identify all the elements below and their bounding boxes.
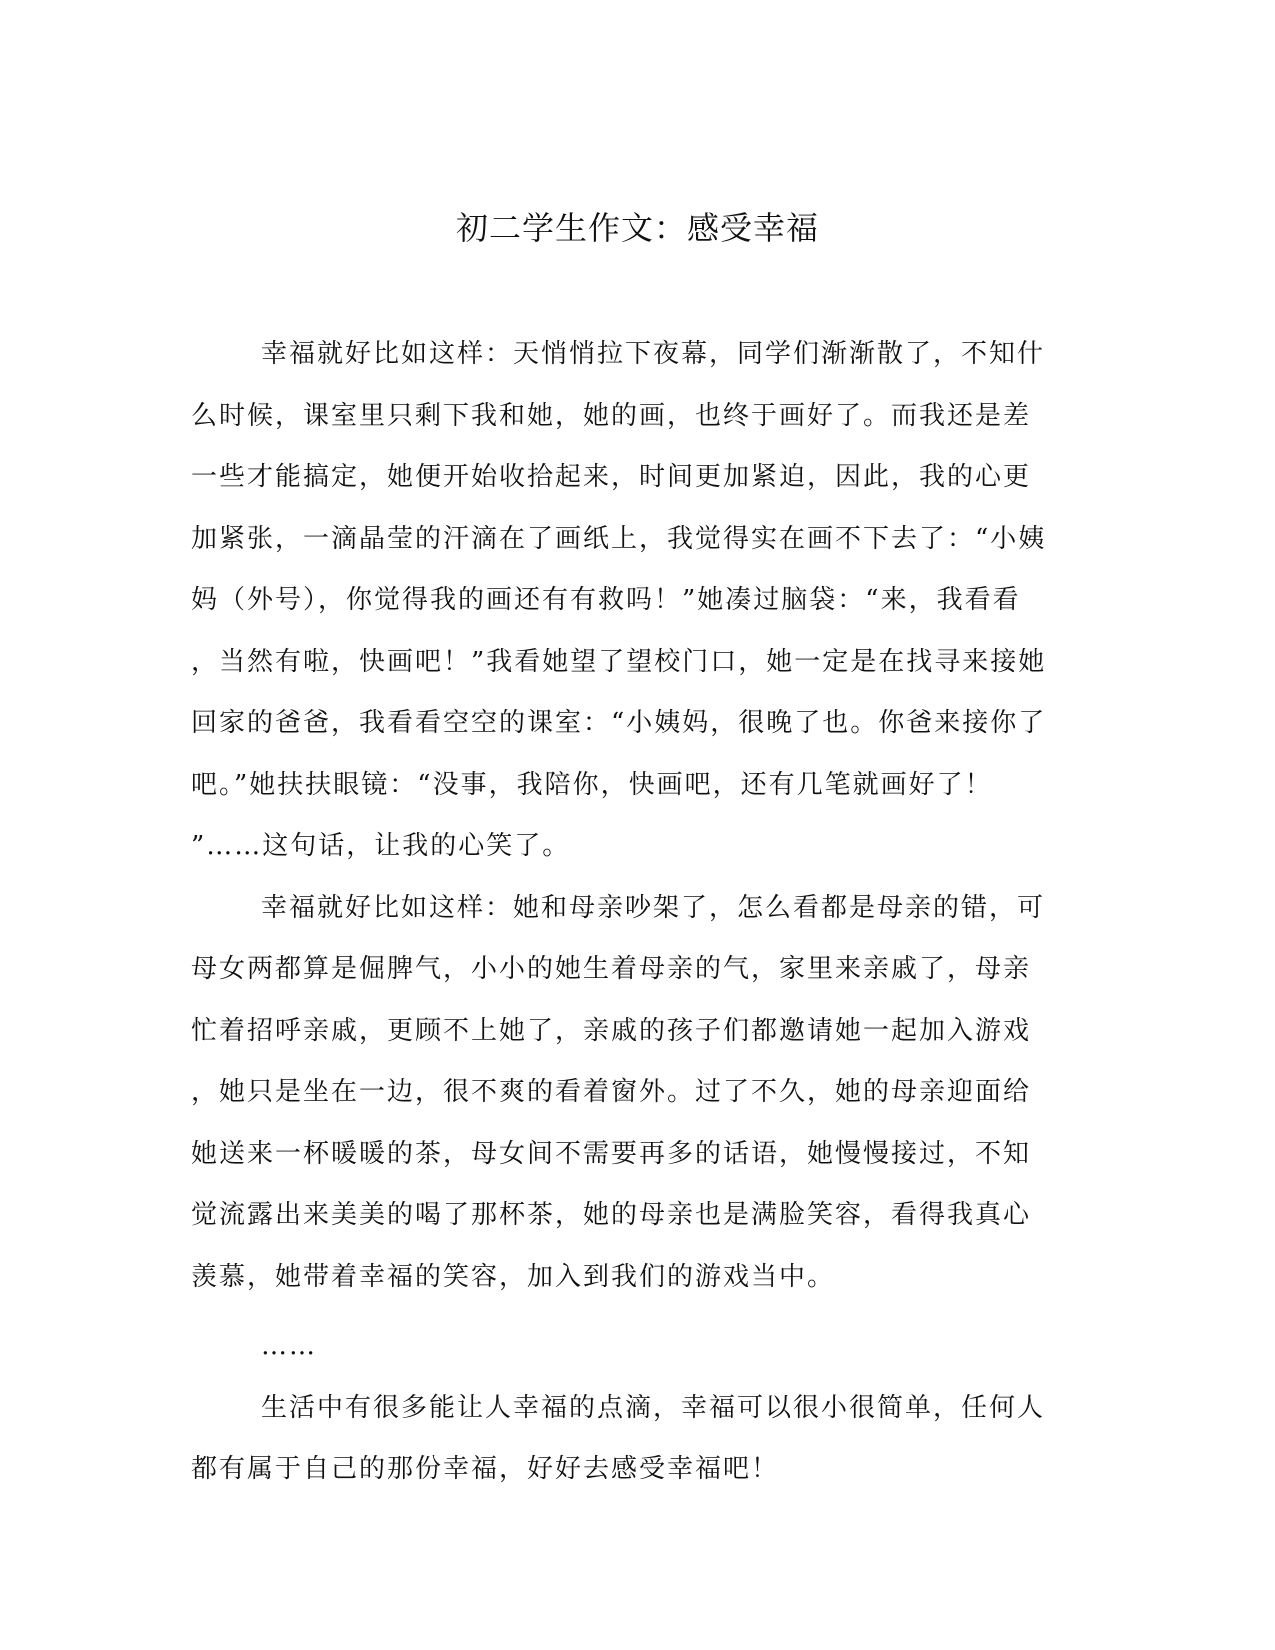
paragraph-line: ”……这句话，让我的心笑了。 [191,831,571,861]
paragraph-line: 么时候，课室里只剩下我和她，她的画，也终于画好了。而我还是差 [191,400,1032,431]
paragraph-line: …… [261,1331,317,1361]
paragraph-line: 一些才能搞定，她便开始收拾起来，时间更加紧迫，因此，我的心更 [191,462,1032,492]
paragraph-gap [191,1308,1086,1316]
paragraph-line: 母女两都算是倔脾气，小小的她生着母亲的气，家里来亲戚了，母亲 [191,954,1032,984]
paragraph-line: ，当然有啦，快画吧！”我看她望了望校门口，她一定是在找寻来接她 [191,646,1047,677]
paragraph-3 [191,1316,1086,1378]
document-title: 初二学生作文：感受幸福 [455,209,819,247]
paragraph-line: 都有属于自己的那份幸福，好好去感受幸福吧！ [191,1454,780,1484]
paragraph-1 [191,324,1086,878]
document-body [191,324,1086,1501]
paragraph-2 [191,878,1086,1309]
paragraph-line: 妈（外号），你觉得我的画还有有救吗！”她凑过脑袋：“来，我看看 [191,585,1021,615]
paragraph-line: 忙着招呼亲戚，更顾不上她了，亲戚的孩子们都邀请她一起加入游戏 [191,1015,1032,1046]
paragraph-line: 回家的爸爸，我看看空空的课室：“小姨妈，很晚了也。你爸来接你了 [191,708,1047,738]
paragraph-line: 她送来一杯暖暖的茶，母女间不需要再多的话语，她慢慢接过，不知 [191,1138,1032,1169]
paragraph-4 [191,1378,1086,1501]
paragraph-line: 幸福就好比如这样：天悄悄拉下夜幕，同学们渐渐散了，不知什 [261,339,1046,369]
paragraph-line: 觉流露出来美美的喝了那杯茶，她的母亲也是满脸笑容，看得我真心 [191,1200,1032,1230]
paragraph-line: 吧。”她扶扶眼镜：“没事，我陪你，快画吧，还有几笔就画好了！ [191,769,993,800]
paragraph-line: 加紧张，一滴晶莹的汗滴在了画纸上，我觉得实在画不下去了：“小姨 [191,523,1047,554]
paragraph-line: 幸福就好比如这样：她和母亲吵架了，怎么看都是母亲的错，可 [261,892,1046,923]
paragraph-line: ，她只是坐在一边，很不爽的看着窗外。过了不久，她的母亲迎面给 [191,1077,1032,1107]
paragraph-line: 羡慕，她带着幸福的笑容，加入到我们的游戏当中。 [191,1261,836,1292]
paragraph-line: 生活中有很多能让人幸福的点滴，幸福可以很小很简单，任何人 [261,1392,1046,1423]
